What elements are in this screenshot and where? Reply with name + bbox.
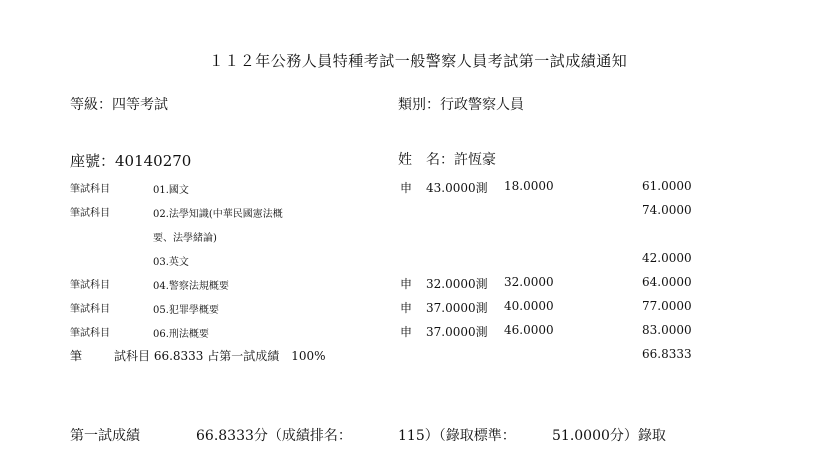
subject-total: 83.0000 — [642, 323, 692, 337]
post-score: 46.0000 — [504, 323, 554, 337]
subject-row-label: 筆試科目 — [70, 328, 110, 339]
subject-name: 03.英文 — [153, 257, 189, 268]
standard-result: 51.0000分）錄取 — [552, 428, 666, 444]
post-score: 40.0000 — [504, 299, 554, 313]
pre-score: 32.0000測 — [426, 277, 488, 291]
seat-number: 座號：40140270 — [70, 152, 192, 170]
subject-name: 04.警察法規概要 — [153, 281, 229, 292]
subject-total: 77.0000 — [642, 299, 692, 313]
post-score: 18.0000 — [504, 179, 554, 193]
pre-score: 43.0000測 — [426, 181, 488, 195]
subject-name: 05.犯罪學概要 — [153, 305, 219, 316]
appeal-flag: 申 — [400, 181, 413, 195]
summary-text: 試科目 66.8333 占第一試成績 100% — [114, 349, 326, 363]
candidate-name: 姓 名：許恆豪 — [398, 152, 496, 168]
appeal-flag: 申 — [400, 325, 413, 339]
grade-label: 等級：四等考試 — [70, 97, 168, 113]
subject-total: 74.0000 — [642, 203, 692, 217]
subject-total: 61.0000 — [642, 179, 692, 193]
first-exam-score: 66.8333分（成績排名： — [196, 428, 352, 444]
post-score: 32.0000 — [504, 275, 554, 289]
rank-text: 115）（錄取標準： — [398, 428, 516, 444]
category-label: 類別：行政警察人員 — [398, 97, 524, 113]
subject-total: 42.0000 — [642, 251, 692, 265]
subject-total: 64.0000 — [642, 275, 692, 289]
appeal-flag: 申 — [400, 277, 413, 291]
subject-name: 06.刑法概要 — [153, 329, 209, 340]
pre-score: 37.0000測 — [426, 325, 488, 339]
subject-name: 02.法學知識(中華民國憲法概 — [153, 209, 283, 220]
subject-row-label: 筆試科目 — [70, 208, 110, 219]
first-exam-label: 第一試成績 — [70, 428, 140, 444]
subject-row-label: 筆試科目 — [70, 304, 110, 315]
pre-score: 37.0000測 — [426, 301, 488, 315]
summary-total: 66.8333 — [642, 347, 692, 361]
subject-row-label: 筆試科目 — [70, 184, 110, 195]
subject-row-label: 筆試科目 — [70, 280, 110, 291]
subject-name-continued: 要、法學緒論) — [153, 233, 217, 244]
subject-name: 01.國文 — [153, 185, 189, 196]
appeal-flag: 申 — [400, 301, 413, 315]
notice-title: １１２年公務人員特種考試一般警察人員考試第一試成績通知 — [208, 52, 628, 70]
summary-char: 筆 — [70, 349, 83, 363]
